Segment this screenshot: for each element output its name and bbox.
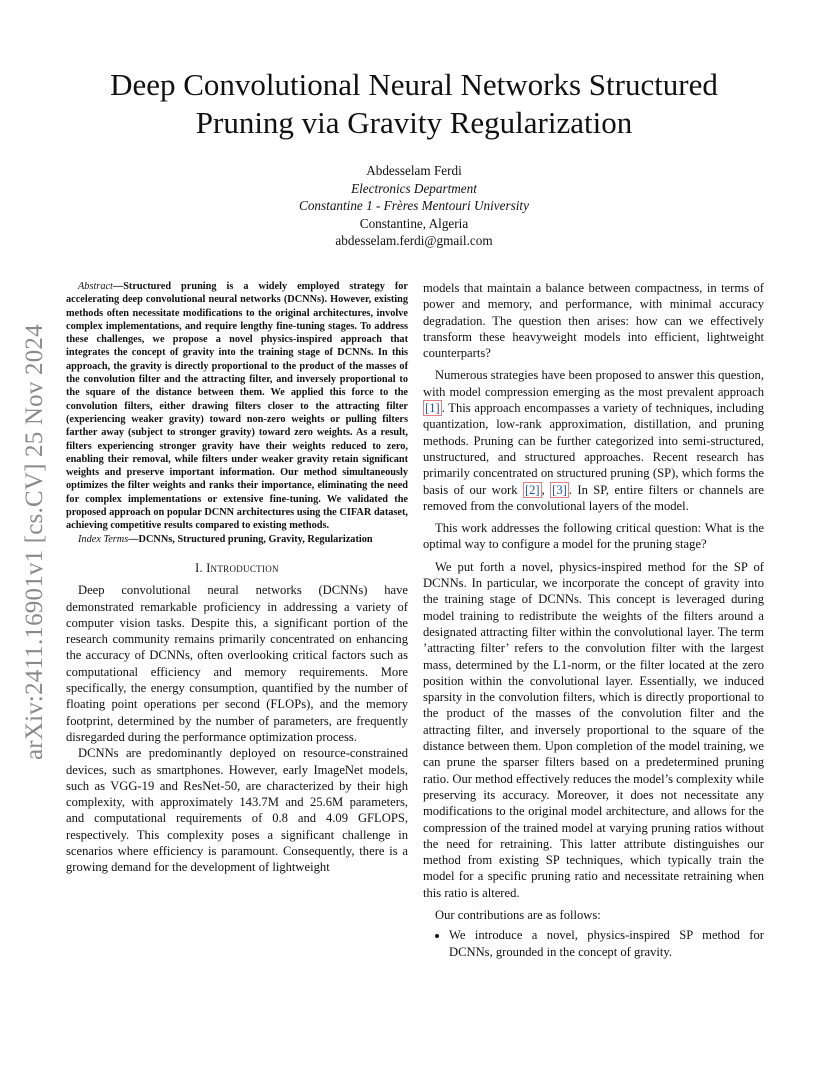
index-terms-lead: Index Terms <box>78 533 129 545</box>
author-name: Abdesselam Ferdi <box>366 163 462 178</box>
right-paragraph-5: Our contributions are as follows: <box>435 907 601 922</box>
title-line-2: Pruning via Gravity Regularization <box>195 105 633 140</box>
right-column <box>423 280 764 960</box>
citation-link[interactable]: [1] <box>425 401 440 416</box>
contributions-list <box>423 927 764 960</box>
citation-link[interactable]: [3] <box>552 482 567 497</box>
index-terms-text: —DCNNs, Structured pruning, Gravity, Regularization <box>128 533 373 545</box>
citation-link[interactable]: [2] <box>524 482 540 497</box>
right-paragraph-2 <box>423 367 764 514</box>
abstract-text: —Structured pruning is a widely employed strategy for accelerating deep convolutional neural networks (DCNNs). However, existing methods often necessitate modifications to the original architectures, involve complex implementations, and require lengthy fine-tuning stages. To address these challenges, we propose a novel physics-inspired approach that integrates the concept of gravity into the training stage of DCNNs. In this approach, the gravity is directly proportional to the product of the masses of the convolution filter and the attracting filter, and inversely proportional to the square of the distance between them. We applied this force to the convolution filters, either drawing filters closer to the attracting filter (experiencing weaker gravity) toward non-zero weights or pulling filters farther away (subject to stronger gravity) toward zero weights. As a result, filters experiencing stronger gravity have their weights reduced to zero, enabling their removal, while filters under weaker gravity retain significant weights and preserve important information. Our method simultaneously optimizes the filter weights and ranks their importance, eliminating the need for complex implementations or extensive fine-tuning. We validated the proposed approach on popular DCNN architectures using the CIFAR dataset, achieving competitive results compared to existing methods. <box>66 281 408 532</box>
section-title: Introduction <box>206 560 279 575</box>
paper-title <box>60 66 768 142</box>
author-university: Constantine 1 - Frères Mentouri University <box>299 198 529 213</box>
section-heading-introduction <box>66 560 408 576</box>
text-run: . This approach encompasses a variety of techniques, including quantization, low-rank approximation, distillation, and pruning methods. Pruning can be further categorized into semi-structured, unstructured, and structured approaches. Recent research has primarily concentrated on structured pruning (SP), which forms the basis of our work <box>423 401 764 497</box>
index-terms <box>66 533 408 546</box>
text-run: Numerous strategies have been proposed to answer this question, with model compression emerging as the most prevalent approach <box>423 368 764 399</box>
right-paragraph-3: This work addresses the following critical question: What is the optimal way to configure a model for the pruning stage? <box>423 521 764 552</box>
author-block <box>0 162 828 250</box>
abstract-lead: Abstract <box>78 281 113 292</box>
abstract <box>66 280 408 533</box>
list-item: • We introduce a novel, physics-inspired SP method for DCNNs, grounded in the concept of gravity. <box>449 927 764 960</box>
left-column <box>66 280 408 876</box>
right-paragraph-4: We put forth a novel, physics-inspired method for the SP of DCNNs. In particular, we incorporate the concept of gravity into the training stage of DCNNs. This concept is leveraged during model training to redistribute the weights of the filters around a designated attracting filter within the convolutional layer. The term ’attracting filter’ refers to the convolution filter with the largest mass, determined by the L1-norm, or the filter located at the zero position within the convolutional layer. Essentially, we induced sparsity in the convolution filters, which is directly proportional to the product of the masses of the convolution filter and the attracting filter, and inversely proportional to the square of the distance between them. Upon completion of the model training, we can prune the sparser filters based on a predetermined pruning ratio. Our method effectively reduces the model’s complexity while preserving its accuracy. Moreover, it does not necessitate any modifications to the original model architecture, and allows for the compression of the trained model at varying pruning ratios without the need for retraining. This latter attribute distinguishes our method from existing SP techniques, which typically train the model for a specific pruning ratio and necessitate retraining when this ratio is altered. <box>423 559 764 900</box>
section-number: I. <box>195 560 203 575</box>
right-paragraph-1: models that maintain a balance between compactness, in terms of power and memory, and performance, with minimal accuracy degradation. The question then arises: how can we effectively transform these heavyweight models into efficient, lightweight counterparts? <box>423 281 764 361</box>
title-line-1: Deep Convolutional Neural Networks Structured <box>110 67 718 102</box>
intro-paragraph-1: Deep convolutional neural networks (DCNNs) have demonstrated remarkable proficiency in addressing a variety of computer vision tasks. Despite this, a significant portion of the research community remains primarily concentrated on enhancing the accuracy of DCNNs, often overlooking critical factors such as computational efficiency and memory requirements. More specifically, the energy consumption, quantified by the number of floating point operations per second (FLOPs), and the memory footprint, determined by the number of parameters, are frequently disregarded during the performance optimization process. <box>66 583 408 744</box>
author-email: abdesselam.ferdi@gmail.com <box>335 233 493 248</box>
author-location: Constantine, Algeria <box>359 215 469 231</box>
intro-paragraph-2: DCNNs are predominantly deployed on resource-constrained devices, such as smartphones. However, early ImageNet models, such as VGG-19 and ResNet-50, are characterized by their high complexity, with approximately 143.7M and 25.6M parameters, and computational requirements of 0.8 and 4.09 GFLOPS, respectively. This complexity poses a significant challenge in scenarios where efficiency is paramount. Consequently, there is a growing demand for the development of lightweight <box>66 746 408 875</box>
text-run: . In SP, entire filters or channels are removed from the convolutional layers of the model. <box>423 482 764 513</box>
author-department: Electronics Department <box>351 180 477 196</box>
text-run: , <box>541 482 551 497</box>
arxiv-stamp: arXiv:2411.16901v1 [cs.CV] 25 Nov 2024 <box>21 324 48 760</box>
